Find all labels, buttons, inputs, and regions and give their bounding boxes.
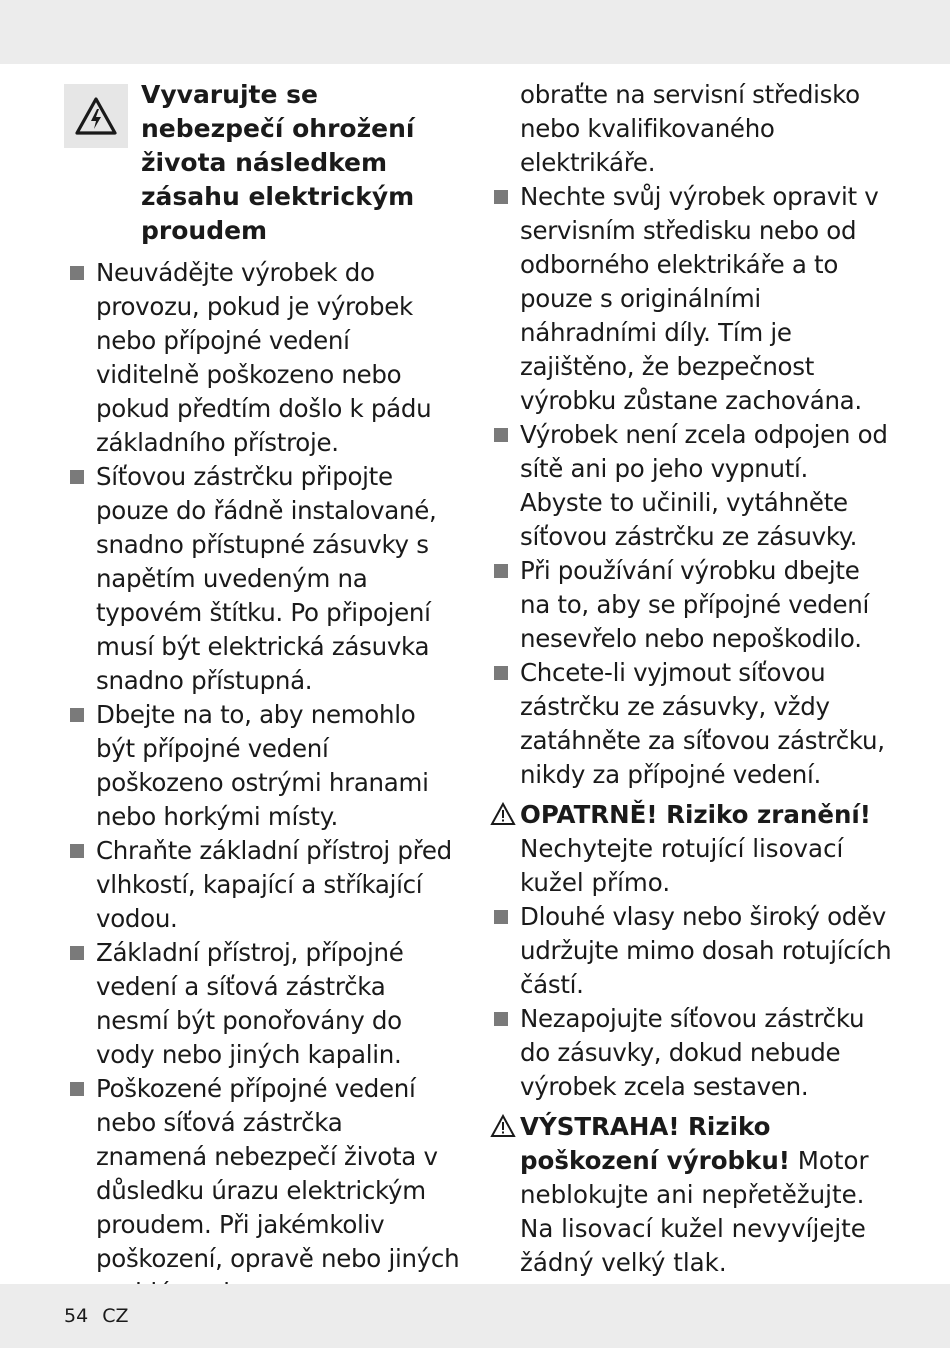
electric-shock-warning-icon xyxy=(64,84,128,148)
list-item: Nezapojujte síťovou zástrčku do zásuvky, dokud nebude výrobek zcela sestaven. xyxy=(492,1002,892,1104)
caution-text: Nechytejte rotující lisovací kužel přímo. xyxy=(520,834,844,897)
square-bullet-icon xyxy=(494,190,508,204)
square-bullet-icon xyxy=(494,1012,508,1026)
bottom-band xyxy=(0,1284,950,1348)
top-band xyxy=(0,0,950,64)
list-item: Dbejte na to, aby nemohlo být přípojné vedení poškozeno ostrými hranami nebo horkými místy. xyxy=(68,698,460,834)
caution-block xyxy=(492,798,892,900)
square-bullet-icon xyxy=(70,470,84,484)
list-item: Síťovou zástrčku připojte pouze do řádně instalované, snadno přístupné zásuvky s napětím uvedeným na typovém štítku. Po připojení musí být elektrická zásuvka snadno přístupná. xyxy=(68,460,460,698)
warning-label: VÝSTRAHA! Riziko poškození výrobku! xyxy=(520,1112,790,1175)
product-damage-warning-block xyxy=(492,1110,892,1280)
square-bullet-icon xyxy=(494,428,508,442)
warning-text: Motor neblokujte ani nepřetěžujte. Na lisovací kužel nevyvíjejte žádný velký tlak. xyxy=(520,1146,869,1277)
continuation-text: obraťte na servisní středisko nebo kvalifikovaného elektrikáře. xyxy=(520,80,860,177)
square-bullet-icon xyxy=(494,564,508,578)
page-footer xyxy=(64,1305,142,1327)
list-item: Nechte svůj výrobek opravit v servisním středisku nebo od odborného elektrikáře a to pouze s originálními náhradními díly. Tím je zajištěno, že bezpečnost výrobku zůstane zachována. xyxy=(492,180,892,418)
square-bullet-icon xyxy=(70,1082,84,1096)
square-bullet-icon xyxy=(70,708,84,722)
page-number: 54 xyxy=(64,1305,89,1327)
square-bullet-icon xyxy=(70,844,84,858)
list-item: Výrobek není zcela odpojen od sítě ani po jeho vypnutí. Abyste to učinili, vytáhněte síťovou zástrčku ze zásuvky. xyxy=(492,418,892,554)
caution-triangle-icon xyxy=(490,802,516,826)
list-item: Dlouhé vlasy nebo široký oděv udržujte mimo dosah rotujících částí. xyxy=(492,900,892,1002)
electric-warning-heading: Vyvarujte se nebezpečí ohrožení života následkem zásahu elektrickým proudem xyxy=(141,80,415,245)
square-bullet-icon xyxy=(70,946,84,960)
square-bullet-icon xyxy=(494,910,508,924)
electric-warning-block xyxy=(68,78,460,248)
caution-label: OPATRNĚ! Riziko zranění! xyxy=(520,800,871,829)
right-column xyxy=(492,78,892,1280)
square-bullet-icon xyxy=(70,266,84,280)
list-item: Při používání výrobku dbejte na to, aby se přípojné vedení nesevřelo nebo nepoškodilo. xyxy=(492,554,892,656)
language-code: CZ xyxy=(102,1305,129,1327)
warning-triangle-icon xyxy=(490,1114,516,1138)
left-column xyxy=(68,78,460,1310)
list-item: Chraňte základní přístroj před vlhkostí, kapající a stříkající vodou. xyxy=(68,834,460,936)
list-item: Chcete-li vyjmout síťovou zástrčku ze zásuvky, vždy zatáhněte za síťovou zástrčku, nikdy za přípojné vedení. xyxy=(492,656,892,792)
square-bullet-icon xyxy=(494,666,508,680)
list-item: Základní přístroj, přípojné vedení a síťová zástrčka nesmí být ponořovány do vody nebo jiných kapalin. xyxy=(68,936,460,1072)
list-item: Neuvádějte výrobek do provozu, pokud je výrobek nebo přípojné vedení viditelně poškozeno nebo pokud předtím došlo k pádu základního přístroje. xyxy=(68,256,460,460)
list-item: Poškozené přípojné vedení nebo síťová zástrčka znamená nebezpečí života v důsledku úrazu elektrickým proudem. Při jakémkoliv poškození, opravě nebo jiných xyxy=(68,1072,460,1310)
